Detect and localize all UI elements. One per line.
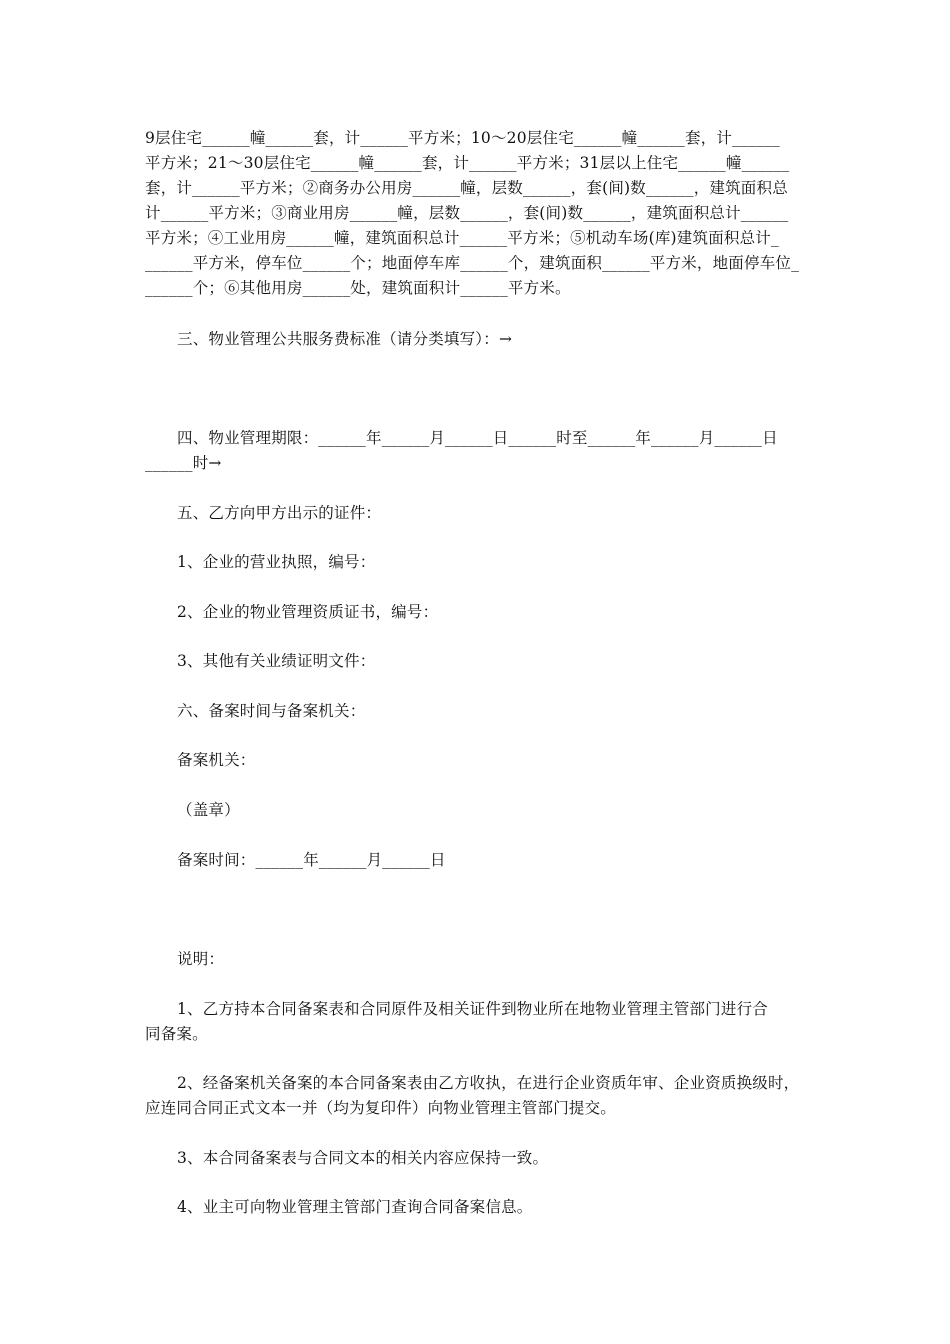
section2-line-1: 9层住宅______幢______套，计______平方米；10～20层住宅______幢______套，计______ bbox=[145, 129, 780, 147]
section5-item-3: 3、其他有关业绩证明文件： bbox=[177, 652, 376, 670]
section2-line-6: ______平方米，停车位______个；地面停车库______个，建筑面积______平方米，地面停车位_ bbox=[145, 254, 800, 272]
section2-line-7: ______个；⑥其他用房______处，建筑面积计______平方米。 bbox=[145, 279, 571, 297]
section2-line-3: 套，计______平方米；②商务办公用房______幢，层数______，套(间)数______，建筑面积总 bbox=[145, 179, 788, 197]
section5-item-2: 2、企业的物业管理资质证书，编号： bbox=[177, 603, 439, 621]
note-4: 4、业主可向物业管理主管部门查询合同备案信息。 bbox=[177, 1198, 533, 1216]
section2-line-4: 计______平方米；③商业用房______幢，层数______，套(间)数______，建筑面积总计______ bbox=[145, 204, 789, 222]
section2-line-2: 平方米；21～30层住宅______幢______套，计______平方米；31层以上住宅______幢______ bbox=[145, 154, 790, 172]
note-2-line-1: 2、经备案机关备案的本合同备案表由乙方收执，在进行企业资质年审、企业资质换级时， bbox=[177, 1074, 800, 1092]
section5-heading: 五、乙方向甲方出示的证件： bbox=[177, 504, 382, 522]
note-3: 3、本合同备案表与合同文本的相关内容应保持一致。 bbox=[177, 1149, 549, 1167]
section4-line-1: 四、物业管理期限：______年______月______日______时至______年______月______日 bbox=[177, 429, 778, 447]
filing-date-label: 备案时间：______年______月______日 bbox=[177, 851, 446, 869]
section4-line-2: ______时→ bbox=[145, 454, 222, 472]
notes-heading: 说明： bbox=[177, 950, 225, 968]
note-2-line-2: 应连同合同正式文本一并（均为复印件）向物业管理主管部门提交。 bbox=[145, 1099, 617, 1117]
seal-label: （盖章） bbox=[177, 801, 240, 819]
note-1-line-1: 1、乙方持本合同备案表和合同原件及相关证件到物业所在地物业管理主管部门进行合 bbox=[177, 1000, 768, 1018]
section5-item-1: 1、企业的营业执照，编号： bbox=[177, 553, 376, 571]
section3-heading: 三、物业管理公共服务费标准（请分类填写）：→ bbox=[177, 330, 513, 348]
section2-line-5: 平方米；④工业用房______幢，建筑面积总计______平方米；⑤机动车场(库)建筑面积总计_ bbox=[145, 229, 779, 247]
section6-heading: 六、备案时间与备案机关： bbox=[177, 702, 366, 720]
note-1-line-2: 同备案。 bbox=[145, 1025, 208, 1043]
agency-label: 备案机关： bbox=[177, 751, 256, 769]
